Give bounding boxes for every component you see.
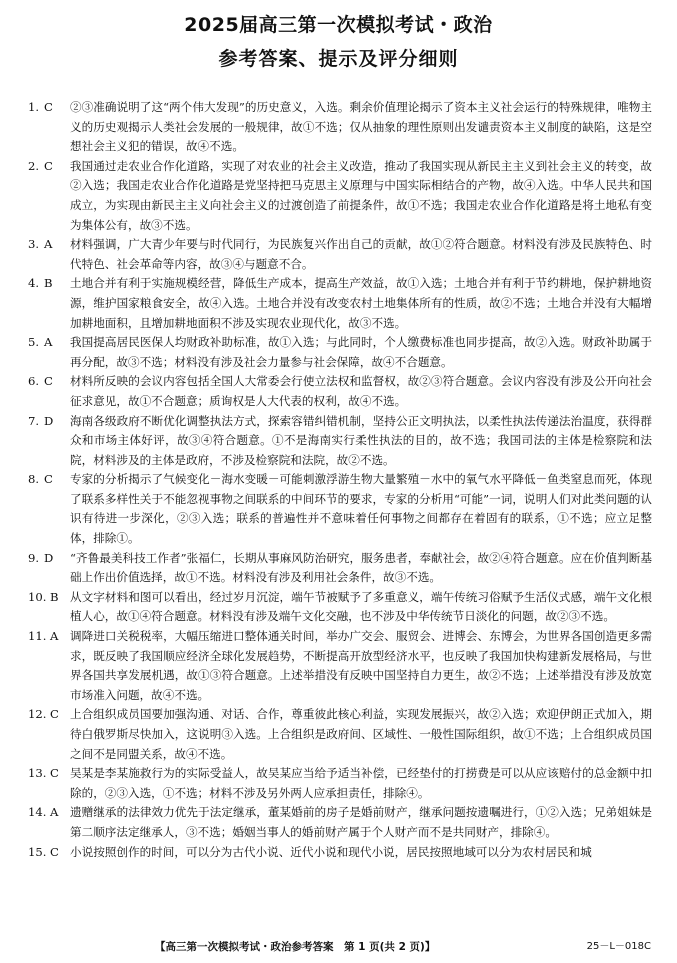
answer-item [28, 333, 652, 372]
answer-choice: B [50, 589, 59, 604]
footer-page-info: 【高三第一次模拟考试・政治参考答案 第 1 页(共 2 页)】 [155, 941, 436, 953]
answer-explanation: 我国通过走农业合作化道路，实现了对农业的社会主义改造，推动了我国实现从新民主主义到社会主义的转变，故②入选；我国走农业合作化道路是党坚持把马克思主义原理与中国实际相结合的产物，故④入选。中华人民共和国成立，为实现由新民主主义向社会主义的过渡创造了前提条件，故①不选；我国走农业合作化道路是将土地私有变为集体公有，故③不选。 [70, 158, 652, 232]
answer-item [28, 843, 652, 863]
answer-explanation: 遗赠继承的法律效力优先于法定继承，董某婚前的房子是婚前财产，继承问题按遗嘱进行，①②入选；兄弟姐妹是第二顺序法定继承人，③不选；婚姻当事人的婚前财产属于个人财产而不是共同财产，排除④。 [70, 805, 652, 839]
answer-number: 5. [28, 335, 40, 350]
answer-number: 3. [28, 237, 40, 252]
answer-number: 12. [28, 707, 47, 722]
page-title: 2025届高三第一次模拟考试・政治 [184, 14, 493, 36]
answer-explanation: 上合组织成员国要加强沟通、对话、合作，尊重彼此核心利益，实现发展振兴，故②入选；欢迎伊朗正式加入，期待白俄罗斯尽快加入，这说明③入选。上合组织是政府间、区域性、一般性国际组织，故①不选；上合组织成员国之间不是同盟关系，故④不选。 [70, 707, 652, 761]
answer-number: 1. [28, 100, 40, 114]
answer-choice: A [44, 335, 53, 350]
answer-explanation: 从文字材料和图可以看出，经过岁月沉淀，端午节被赋予了多重意义，端午传统习俗赋予生活仪式感，端午文化根植人心，故①④符合题意。材料没有涉及端午文化交融，也不涉及中华传统节日淡化的问题，故②③不选。 [70, 589, 652, 624]
answer-explanation: 土地合并有利于实施规模经营，降低生产成本，提高生产效益，故①入选；土地合并有利于节约耕地，保护耕地资源，维护国家粮食安全，故④入选。土地合并没有改变农村土地集体所有的性质，故②不选；土地合并没有大幅增加耕地面积，且增加耕地面积不涉及实现农业现代化，故③不选。 [70, 276, 652, 330]
answer-item [28, 372, 652, 411]
answer-list [28, 98, 652, 862]
answer-item [28, 627, 652, 705]
answer-choice: C [44, 472, 53, 487]
answer-choice: C [50, 707, 59, 722]
answer-explanation: “齐鲁最美科技工作者”张福仁，长期从事麻风防治研究，服务患者，奉献社会，故②④符合题意。应在价值判断基础上作出价值选择，故①不选。材料没有涉及利用社会条件，故③不选。 [70, 550, 652, 585]
answer-explanation: 吴某是李某施救行为的实际受益人，故吴某应当给予适当补偿，已经垫付的打捞费是可以从应该赔付的总金额中扣除的，②③入选，①不选；材料不涉及另外两人应承担责任，排除④。 [70, 766, 652, 800]
answer-choice: A [50, 805, 59, 820]
answer-explanation: 海南各级政府不断优化调整执法方式，探索容错纠错机制，坚持公正文明执法，以柔性执法传递法治温度，获得群众和市场主体好评，故③④符合题意。①不是海南实行柔性执法的目的，故不选；我国司法的主体是检察院和法院，材料涉及的主体是政府，不涉及检察院和法院，故②不选。 [70, 413, 652, 467]
footer-doc-code: 25－L－018C [586, 941, 651, 952]
answer-choice: B [44, 276, 53, 291]
answer-number: 11. [28, 629, 47, 644]
answer-item [28, 549, 652, 588]
answer-number: 4. [28, 276, 40, 291]
answer-explanation: 小说按照创作的时间，可以分为古代小说、近代小说和现代小说，居民按照地域可以分为农村居民和城 [70, 844, 592, 859]
answer-explanation: 材料所反映的会议内容包括全国人大常委会行使立法权和监督权，故②③符合题意。会议内容没有涉及公开向社会征求意见，故①不合题意；质询权是人大代表的权利，故④不选。 [70, 374, 652, 408]
answer-choice: C [44, 374, 53, 389]
answer-choice: A [44, 237, 53, 252]
answer-choice: A [50, 629, 59, 644]
answer-choice: D [44, 550, 54, 565]
answer-item [28, 98, 652, 157]
answer-explanation: 专家的分析揭示了气候变化－海水变暖－可能刺激浮游生物大量繁殖－水中的氧气水平降低－鱼类窒息而死，体现了联系多样性关于不能忽视事物之间联系的中间环节的要求，专家的分析用“可能”一词，说明人们对此类问题的认识有待进一步深化，②③入选；联系的普遍性并不意味着任何事物之间都存在着固有的联系，①不选；应立足整体，排除①。 [70, 472, 652, 546]
answer-explanation: 材料强调，广大青少年要与时代同行，为民族复兴作出自己的贡献，故①②符合题意。材料没有涉及民族特色、时代特色、社会革命等内容，故③④与题意不合。 [70, 237, 652, 271]
answer-item [28, 764, 652, 803]
page-subtitle: 参考答案、提示及评分细则 [218, 48, 459, 70]
answer-choice: C [50, 766, 59, 781]
answer-item [28, 588, 652, 627]
answer-choice: C [50, 844, 59, 859]
answer-number: 14. [28, 805, 47, 820]
answer-number: 15. [28, 844, 47, 859]
answer-item [28, 157, 652, 235]
answer-item [28, 470, 652, 548]
answer-explanation: 调降进口关税税率，大幅压缩进口整体通关时间，举办广交会、服贸会、进博会、东博会，为世界各国创造更多需求，既反映了我国顺应经济全球化发展趋势，不断提高开放型经济水平，也反映了我国加快构建新发展格局，与世界各国共享发展机遇，故①③符合题意。上述举措没有反映中国坚持自力更生，故②不选；上述举措没有涉及放宽市场准入问题，故④不选。 [70, 629, 652, 702]
answer-number: 10. [28, 589, 47, 604]
answer-explanation: ②③准确说明了这“两个伟大发现”的历史意义，入选。剩余价值理论揭示了资本主义社会运行的特殊规律，唯物主义的历史观揭示人类社会发展的一般规律，故①不选；仅从抽象的理性原则出发谴责资本主义制度的缺陷，这是空想社会主义犯的错误，故④不选。 [70, 100, 652, 154]
answer-choice: C [44, 100, 53, 114]
answer-number: 2. [28, 158, 40, 173]
answer-item [28, 412, 652, 471]
answer-explanation: 我国提高居民医保人均财政补助标准，故①入选；与此同时，个人缴费标准也同步提高，故②入选。财政补助属于再分配，故③不选；材料没有涉及社会力量参与社会保障，故④不合题意。 [70, 335, 652, 369]
answer-number: 9. [28, 550, 40, 565]
answer-number: 6. [28, 374, 40, 389]
answer-choice: C [44, 158, 53, 173]
answer-number: 8. [28, 472, 40, 487]
answer-number: 7. [28, 413, 40, 428]
answer-choice: D [44, 413, 54, 428]
page-footer [0, 938, 677, 956]
answer-item [28, 705, 652, 764]
answer-item [28, 274, 652, 333]
answer-item [28, 235, 652, 274]
answer-item [28, 803, 652, 842]
answer-number: 13. [28, 766, 47, 781]
